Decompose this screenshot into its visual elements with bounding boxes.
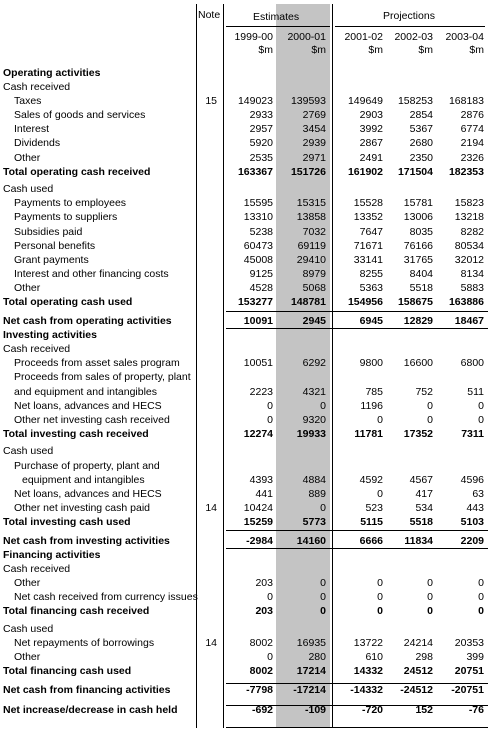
value-cell: 182353 xyxy=(448,165,484,178)
table-row xyxy=(0,622,488,636)
table-row xyxy=(0,562,488,576)
table-row xyxy=(0,487,488,501)
value-cell: 45008 xyxy=(243,253,273,266)
value-cell: 24512 xyxy=(403,665,433,678)
row-label: Personal benefits xyxy=(14,239,96,252)
value-cell: 280 xyxy=(308,651,326,664)
value-cell: 2194 xyxy=(460,137,484,150)
value-cell: 158675 xyxy=(397,296,433,308)
value-cell: 0 xyxy=(427,413,433,426)
unit-header: $m xyxy=(258,44,273,56)
value-cell: 785 xyxy=(365,385,383,398)
value-cell: 203 xyxy=(255,577,273,590)
value-cell: 889 xyxy=(308,487,326,500)
value-cell: 0 xyxy=(478,413,484,426)
table-row xyxy=(0,444,488,458)
value-cell: 10051 xyxy=(243,357,273,370)
value-cell: 29410 xyxy=(296,253,326,266)
value-cell: 161902 xyxy=(347,165,383,178)
row-label: Interest and other financing costs xyxy=(14,267,169,280)
total-row xyxy=(0,683,488,697)
value-cell: 63 xyxy=(472,487,484,500)
table-row xyxy=(0,122,488,136)
total-row xyxy=(0,515,488,529)
value-cell: 2971 xyxy=(302,151,326,164)
value-cell: 0 xyxy=(377,605,383,618)
value-cell: 19933 xyxy=(296,427,326,440)
value-cell: 149023 xyxy=(237,95,273,108)
table-row xyxy=(0,281,488,295)
note-ref: 15 xyxy=(205,95,217,108)
total-row xyxy=(0,295,488,309)
table-row xyxy=(0,225,488,239)
value-cell: 523 xyxy=(365,501,383,514)
value-cell: 2867 xyxy=(359,137,383,150)
value-cell: -24512 xyxy=(400,684,433,697)
table-row xyxy=(0,459,488,473)
table-row xyxy=(0,399,488,413)
value-cell: 5115 xyxy=(360,515,383,528)
value-cell: 149649 xyxy=(347,95,383,108)
value-cell: 4567 xyxy=(409,473,433,486)
value-cell: 7647 xyxy=(359,225,383,238)
value-cell: 18467 xyxy=(454,315,484,328)
note-header: Note xyxy=(198,9,221,21)
value-cell: 0 xyxy=(377,577,383,590)
row-label: Proceeds from sales of property, plant xyxy=(14,371,191,384)
value-cell: 15259 xyxy=(243,515,273,528)
table-row xyxy=(0,196,488,210)
value-cell: 443 xyxy=(466,501,484,514)
value-cell: 2939 xyxy=(302,137,326,150)
table-row xyxy=(0,80,488,94)
value-cell: 0 xyxy=(267,591,273,604)
value-cell: 5518 xyxy=(409,515,433,528)
projections-header: Projections xyxy=(383,10,435,22)
value-cell: 32012 xyxy=(454,253,484,266)
value-cell: 2680 xyxy=(409,137,433,150)
row-label: Cash used xyxy=(3,445,54,458)
row-label: Total investing cash received xyxy=(3,427,149,440)
value-cell: 8282 xyxy=(460,225,484,238)
year-header: 2003-04 xyxy=(445,31,484,43)
value-cell: 2876 xyxy=(460,109,484,122)
value-cell: 511 xyxy=(467,385,484,398)
value-cell: 20353 xyxy=(454,637,484,650)
value-cell: 13310 xyxy=(243,211,273,224)
value-cell: 16600 xyxy=(403,357,433,370)
value-cell: 13006 xyxy=(403,211,433,224)
value-cell: 153277 xyxy=(237,296,273,308)
value-cell: 298 xyxy=(415,651,433,664)
rule-net-cash-bottom xyxy=(226,727,488,728)
total-row xyxy=(0,314,488,328)
value-cell: 0 xyxy=(320,399,326,412)
value-cell: 12274 xyxy=(243,427,273,440)
table-row xyxy=(0,94,488,108)
value-cell: 610 xyxy=(365,651,383,664)
table-row xyxy=(0,356,488,370)
row-label: Operating activities xyxy=(3,67,101,79)
row-label: Proceeds from asset sales program xyxy=(14,357,180,370)
value-cell: -7798 xyxy=(246,684,273,697)
value-cell: 0 xyxy=(267,651,273,664)
value-cell: 152 xyxy=(415,703,433,716)
value-cell: 2209 xyxy=(460,535,484,547)
value-cell: 0 xyxy=(377,487,383,500)
row-label: Other xyxy=(14,281,41,294)
table-row xyxy=(0,342,488,356)
table-row xyxy=(0,650,488,664)
value-cell: -692 xyxy=(251,703,273,716)
row-label: Other xyxy=(14,651,41,664)
value-cell: 11781 xyxy=(354,427,383,440)
value-cell: 8979 xyxy=(302,267,326,280)
value-cell: 9320 xyxy=(302,413,326,426)
row-label: Net loans, advances and HECS xyxy=(14,487,162,500)
row-label: Net cash from operating activities xyxy=(3,315,172,328)
note-ref: 14 xyxy=(205,637,217,650)
row-label: and equipment and intangibles xyxy=(14,385,158,398)
table-row xyxy=(0,136,488,150)
value-cell: 6774 xyxy=(460,123,484,136)
row-label: Other xyxy=(14,577,41,590)
value-cell: 163886 xyxy=(448,296,484,308)
total-row xyxy=(0,427,488,441)
value-cell: 7032 xyxy=(302,225,326,238)
value-cell: 0 xyxy=(377,591,383,604)
value-cell: 5920 xyxy=(249,137,273,150)
row-label: Net loans, advances and HECS xyxy=(14,399,162,412)
header-rule-estimates xyxy=(226,26,330,27)
table-row xyxy=(0,239,488,253)
unit-header: $m xyxy=(311,44,326,56)
year-header: 1999-00 xyxy=(234,31,273,43)
table-row xyxy=(0,210,488,224)
table-row xyxy=(0,473,488,487)
value-cell: 5367 xyxy=(409,123,433,136)
value-cell: 13858 xyxy=(296,211,326,224)
value-cell: 0 xyxy=(377,413,383,426)
row-label: Cash used xyxy=(3,623,54,636)
unit-header: $m xyxy=(418,44,433,56)
value-cell: 2933 xyxy=(249,109,273,122)
value-cell: 417 xyxy=(415,487,433,500)
value-cell: -14332 xyxy=(350,684,383,697)
total-row xyxy=(0,165,488,179)
value-cell: 5103 xyxy=(460,515,484,528)
value-cell: 69119 xyxy=(297,239,326,252)
table-row xyxy=(0,590,488,604)
value-cell: 2769 xyxy=(302,109,326,122)
value-cell: 8255 xyxy=(359,267,383,280)
header-rule-projections xyxy=(335,26,485,27)
row-label: Net cash from investing activities xyxy=(3,535,170,547)
row-label: Total operating cash used xyxy=(3,296,133,308)
value-cell: 0 xyxy=(478,591,484,604)
row-label: Investing activities xyxy=(3,329,97,342)
value-cell: -720 xyxy=(361,703,383,716)
value-cell: 399 xyxy=(466,651,484,664)
value-cell: 5883 xyxy=(460,281,484,294)
value-cell: 80534 xyxy=(454,239,484,252)
row-label: Total operating cash received xyxy=(3,165,151,178)
row-label: Dividends xyxy=(14,137,61,150)
value-cell: 11834 xyxy=(404,535,433,547)
value-cell: 4321 xyxy=(302,385,326,398)
table-row xyxy=(0,182,488,196)
value-cell: 0 xyxy=(427,577,433,590)
year-header: 2002-03 xyxy=(394,31,433,43)
value-cell: 5068 xyxy=(302,281,326,294)
value-cell: 6800 xyxy=(460,357,484,370)
row-label: Total investing cash used xyxy=(3,515,131,528)
value-cell: 76166 xyxy=(403,239,433,252)
value-cell: 0 xyxy=(320,591,326,604)
table-row xyxy=(0,370,488,384)
value-cell: 6945 xyxy=(359,315,383,328)
value-cell: -76 xyxy=(468,703,484,716)
value-cell: 5238 xyxy=(249,225,273,238)
row-label: Taxes xyxy=(14,95,42,108)
section-heading xyxy=(0,66,488,80)
value-cell: 24214 xyxy=(403,637,433,650)
value-cell: 14160 xyxy=(296,535,326,547)
cash-flow-table xyxy=(0,66,488,717)
total-row xyxy=(0,664,488,678)
value-cell: 9800 xyxy=(359,357,383,370)
section-heading xyxy=(0,328,488,342)
value-cell: 8035 xyxy=(409,225,433,238)
value-cell: 163367 xyxy=(237,165,273,178)
table-row xyxy=(0,267,488,281)
unit-header: $m xyxy=(469,44,484,56)
value-cell: 10424 xyxy=(243,501,273,514)
year-header: 2001-02 xyxy=(344,31,383,43)
value-cell: 4592 xyxy=(359,473,383,486)
row-label: Payments to suppliers xyxy=(14,211,118,224)
value-cell: 752 xyxy=(415,385,433,398)
value-cell: 0 xyxy=(427,591,433,604)
value-cell: 15528 xyxy=(353,197,383,210)
row-label: Net cash from financing activities xyxy=(3,684,171,697)
unit-header: $m xyxy=(368,44,383,56)
row-label: equipment and intangibles xyxy=(22,473,145,486)
row-label: Other xyxy=(14,151,41,164)
value-cell: 1196 xyxy=(360,399,383,412)
table-row xyxy=(0,501,488,515)
value-cell: 2223 xyxy=(249,385,273,398)
value-cell: -17214 xyxy=(293,684,326,697)
value-cell: 12829 xyxy=(403,315,433,328)
value-cell: 2854 xyxy=(409,109,433,122)
value-cell: 0 xyxy=(320,605,326,618)
value-cell: 171504 xyxy=(397,165,433,178)
row-label: Net repayments of borrowings xyxy=(14,637,155,650)
value-cell: 2903 xyxy=(359,109,383,122)
value-cell: 13352 xyxy=(353,211,383,224)
year-header: 2000-01 xyxy=(287,31,326,43)
value-cell: 5363 xyxy=(359,281,383,294)
total-row xyxy=(0,703,488,717)
value-cell: 71671 xyxy=(353,239,383,252)
value-cell: 2491 xyxy=(359,151,383,164)
value-cell: 15823 xyxy=(454,197,484,210)
row-label: Total financing cash used xyxy=(3,665,132,678)
value-cell: 7311 xyxy=(461,427,484,440)
value-cell: 3992 xyxy=(359,123,383,136)
value-cell: 8134 xyxy=(460,267,484,280)
value-cell: 33141 xyxy=(353,253,383,266)
value-cell: 17214 xyxy=(296,665,326,678)
value-cell: -20751 xyxy=(451,684,484,697)
row-label: Other net investing cash paid xyxy=(14,501,150,514)
value-cell: 3454 xyxy=(302,123,326,136)
value-cell: 2350 xyxy=(409,151,433,164)
table-row xyxy=(0,413,488,427)
row-label: Subsidies paid xyxy=(14,225,83,238)
value-cell: 5773 xyxy=(302,515,326,528)
table-row xyxy=(0,385,488,399)
value-cell: 0 xyxy=(478,399,484,412)
row-label: Sales of goods and services xyxy=(14,109,146,122)
value-cell: 0 xyxy=(320,501,326,514)
value-cell: 0 xyxy=(478,577,484,590)
value-cell: 9125 xyxy=(249,267,273,280)
value-cell: 0 xyxy=(267,399,273,412)
value-cell: 13722 xyxy=(353,637,383,650)
value-cell: 441 xyxy=(255,487,273,500)
value-cell: 10091 xyxy=(243,315,273,328)
value-cell: 20751 xyxy=(454,665,484,678)
value-cell: 139593 xyxy=(290,95,326,108)
value-cell: 2535 xyxy=(249,151,273,164)
total-row xyxy=(0,534,488,548)
value-cell: 158253 xyxy=(397,95,433,108)
row-label: Net increase/decrease in cash held xyxy=(3,703,178,716)
value-cell: 15315 xyxy=(296,197,326,210)
value-cell: -109 xyxy=(304,703,326,716)
value-cell: 0 xyxy=(478,605,484,618)
row-label: Net cash received from currency issues xyxy=(14,591,198,604)
value-cell: 6292 xyxy=(302,357,326,370)
row-label: Cash received xyxy=(3,563,71,576)
value-cell: 151726 xyxy=(290,165,326,178)
table-row xyxy=(0,253,488,267)
value-cell: 4528 xyxy=(249,281,273,294)
value-cell: 15781 xyxy=(403,197,433,210)
value-cell: 148781 xyxy=(290,296,326,308)
value-cell: 4393 xyxy=(249,473,273,486)
value-cell: 8002 xyxy=(249,665,273,678)
row-label: Payments to employees xyxy=(14,197,127,210)
value-cell: 5518 xyxy=(409,281,433,294)
value-cell: 31765 xyxy=(403,253,433,266)
row-label: Interest xyxy=(14,123,50,136)
row-label: Cash received xyxy=(3,81,71,94)
section-heading xyxy=(0,548,488,562)
row-label: Other net investing cash received xyxy=(14,413,170,426)
value-cell: 16935 xyxy=(296,637,326,650)
value-cell: 2326 xyxy=(460,151,484,164)
table-row xyxy=(0,636,488,650)
value-cell: 17352 xyxy=(403,427,433,440)
value-cell: 8002 xyxy=(249,637,273,650)
value-cell: 534 xyxy=(415,501,433,514)
value-cell: -2984 xyxy=(246,535,273,547)
note-ref: 14 xyxy=(205,501,217,514)
row-label: Cash used xyxy=(3,183,54,196)
value-cell: 0 xyxy=(267,413,273,426)
row-label: Financing activities xyxy=(3,549,101,562)
value-cell: 0 xyxy=(427,399,433,412)
value-cell: 4884 xyxy=(302,473,326,486)
table-row xyxy=(0,151,488,165)
row-label: Total financing cash received xyxy=(3,605,150,618)
value-cell: 154956 xyxy=(347,296,383,308)
table-row xyxy=(0,576,488,590)
row-label: Cash received xyxy=(3,343,71,356)
value-cell: 0 xyxy=(427,605,433,618)
row-label: Grant payments xyxy=(14,253,89,266)
value-cell: 6666 xyxy=(359,535,383,547)
value-cell: 0 xyxy=(320,577,326,590)
value-cell: 2957 xyxy=(249,123,273,136)
value-cell: 203 xyxy=(255,605,273,618)
value-cell: 13218 xyxy=(454,211,484,224)
total-row xyxy=(0,604,488,618)
value-cell: 14332 xyxy=(353,665,383,678)
estimates-header: Estimates xyxy=(253,11,300,23)
value-cell: 15595 xyxy=(243,197,273,210)
value-cell: 8404 xyxy=(409,267,433,280)
row-label: Purchase of property, plant and xyxy=(14,459,160,472)
value-cell: 2945 xyxy=(302,315,326,328)
table-row xyxy=(0,108,488,122)
value-cell: 4596 xyxy=(460,473,484,486)
value-cell: 168183 xyxy=(448,95,484,108)
value-cell: 60473 xyxy=(243,239,273,252)
